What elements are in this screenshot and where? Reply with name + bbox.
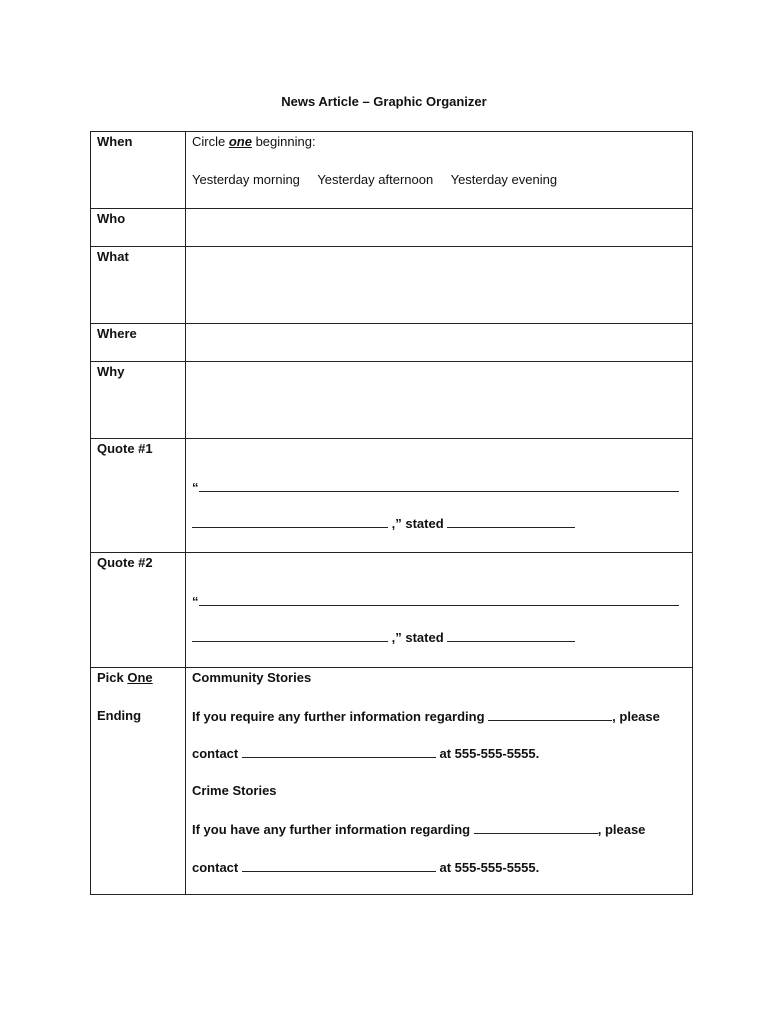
- ending-label-emphasis: One: [127, 670, 153, 685]
- community-line2: contact at 555-555-5555.: [192, 746, 540, 761]
- ending-label-cell: [91, 668, 186, 895]
- row-who: [91, 209, 693, 247]
- community-line1: If you require any further information regarding , please: [192, 709, 660, 724]
- where-label-cell: [91, 324, 186, 362]
- what-label: What: [97, 249, 129, 264]
- option-yesterday-evening[interactable]: Yesterday evening: [450, 172, 558, 187]
- quote2-line1: “: [192, 593, 679, 609]
- page-title: News Article – Graphic Organizer: [281, 94, 487, 109]
- quote1-speaker-blank[interactable]: [447, 515, 575, 528]
- why-answer-cell[interactable]: [186, 362, 693, 439]
- row-why: [91, 362, 693, 439]
- quote1-label-cell: [91, 439, 186, 553]
- community-stories-heading[interactable]: Community Stories: [192, 670, 312, 685]
- graphic-organizer-table: [90, 131, 693, 895]
- why-label: Why: [97, 364, 125, 379]
- ending-label-line2: Ending: [97, 708, 142, 723]
- when-label: When: [97, 134, 133, 149]
- when-label-cell: [91, 132, 186, 209]
- crime-line2: contact at 555-555-5555.: [192, 860, 540, 875]
- quote1-answer-cell: [186, 439, 693, 553]
- row-ending: [91, 668, 693, 895]
- crime-topic-blank[interactable]: [474, 821, 598, 834]
- row-when: [91, 132, 693, 209]
- what-answer-cell[interactable]: [186, 247, 693, 324]
- row-quote-1: [91, 439, 693, 553]
- ending-answer-cell: [186, 668, 693, 895]
- crime-stories-heading[interactable]: Crime Stories: [192, 783, 277, 798]
- crime-contact-blank[interactable]: [242, 859, 436, 872]
- quote1-line2: ,” stated: [192, 515, 575, 531]
- quote1-text-blank[interactable]: [199, 479, 679, 492]
- when-options: [192, 172, 571, 187]
- quote2-answer-cell: [186, 553, 693, 668]
- who-answer-cell[interactable]: [186, 209, 693, 247]
- who-label: Who: [97, 211, 126, 226]
- who-label-cell: [91, 209, 186, 247]
- crime-line1: If you have any further information regarding , please: [192, 822, 646, 837]
- quote2-line2: ,” stated: [192, 629, 575, 645]
- quote2-text-blank[interactable]: [199, 593, 679, 606]
- community-contact-blank[interactable]: [242, 745, 436, 758]
- ending-label-line1: Pick One: [97, 670, 153, 685]
- where-answer-cell[interactable]: [186, 324, 693, 362]
- quote2-text-blank-cont[interactable]: [192, 629, 388, 642]
- what-label-cell: [91, 247, 186, 324]
- when-instruction: Circle one beginning:: [192, 134, 316, 149]
- when-instruction-emphasis: one: [228, 134, 252, 149]
- row-where: [91, 324, 693, 362]
- quote2-label: Quote #2: [97, 555, 153, 570]
- row-what: [91, 247, 693, 324]
- where-label: Where: [97, 326, 137, 341]
- why-label-cell: [91, 362, 186, 439]
- when-answer-cell[interactable]: [186, 132, 693, 209]
- option-yesterday-afternoon[interactable]: Yesterday afternoon: [317, 172, 434, 187]
- quote1-line1: “: [192, 479, 679, 495]
- quote1-text-blank-cont[interactable]: [192, 515, 388, 528]
- row-quote-2: [91, 553, 693, 668]
- quote1-label: Quote #1: [97, 441, 153, 456]
- community-topic-blank[interactable]: [488, 708, 612, 721]
- option-yesterday-morning[interactable]: Yesterday morning: [192, 172, 300, 187]
- quote2-label-cell: [91, 553, 186, 668]
- quote2-speaker-blank[interactable]: [447, 629, 575, 642]
